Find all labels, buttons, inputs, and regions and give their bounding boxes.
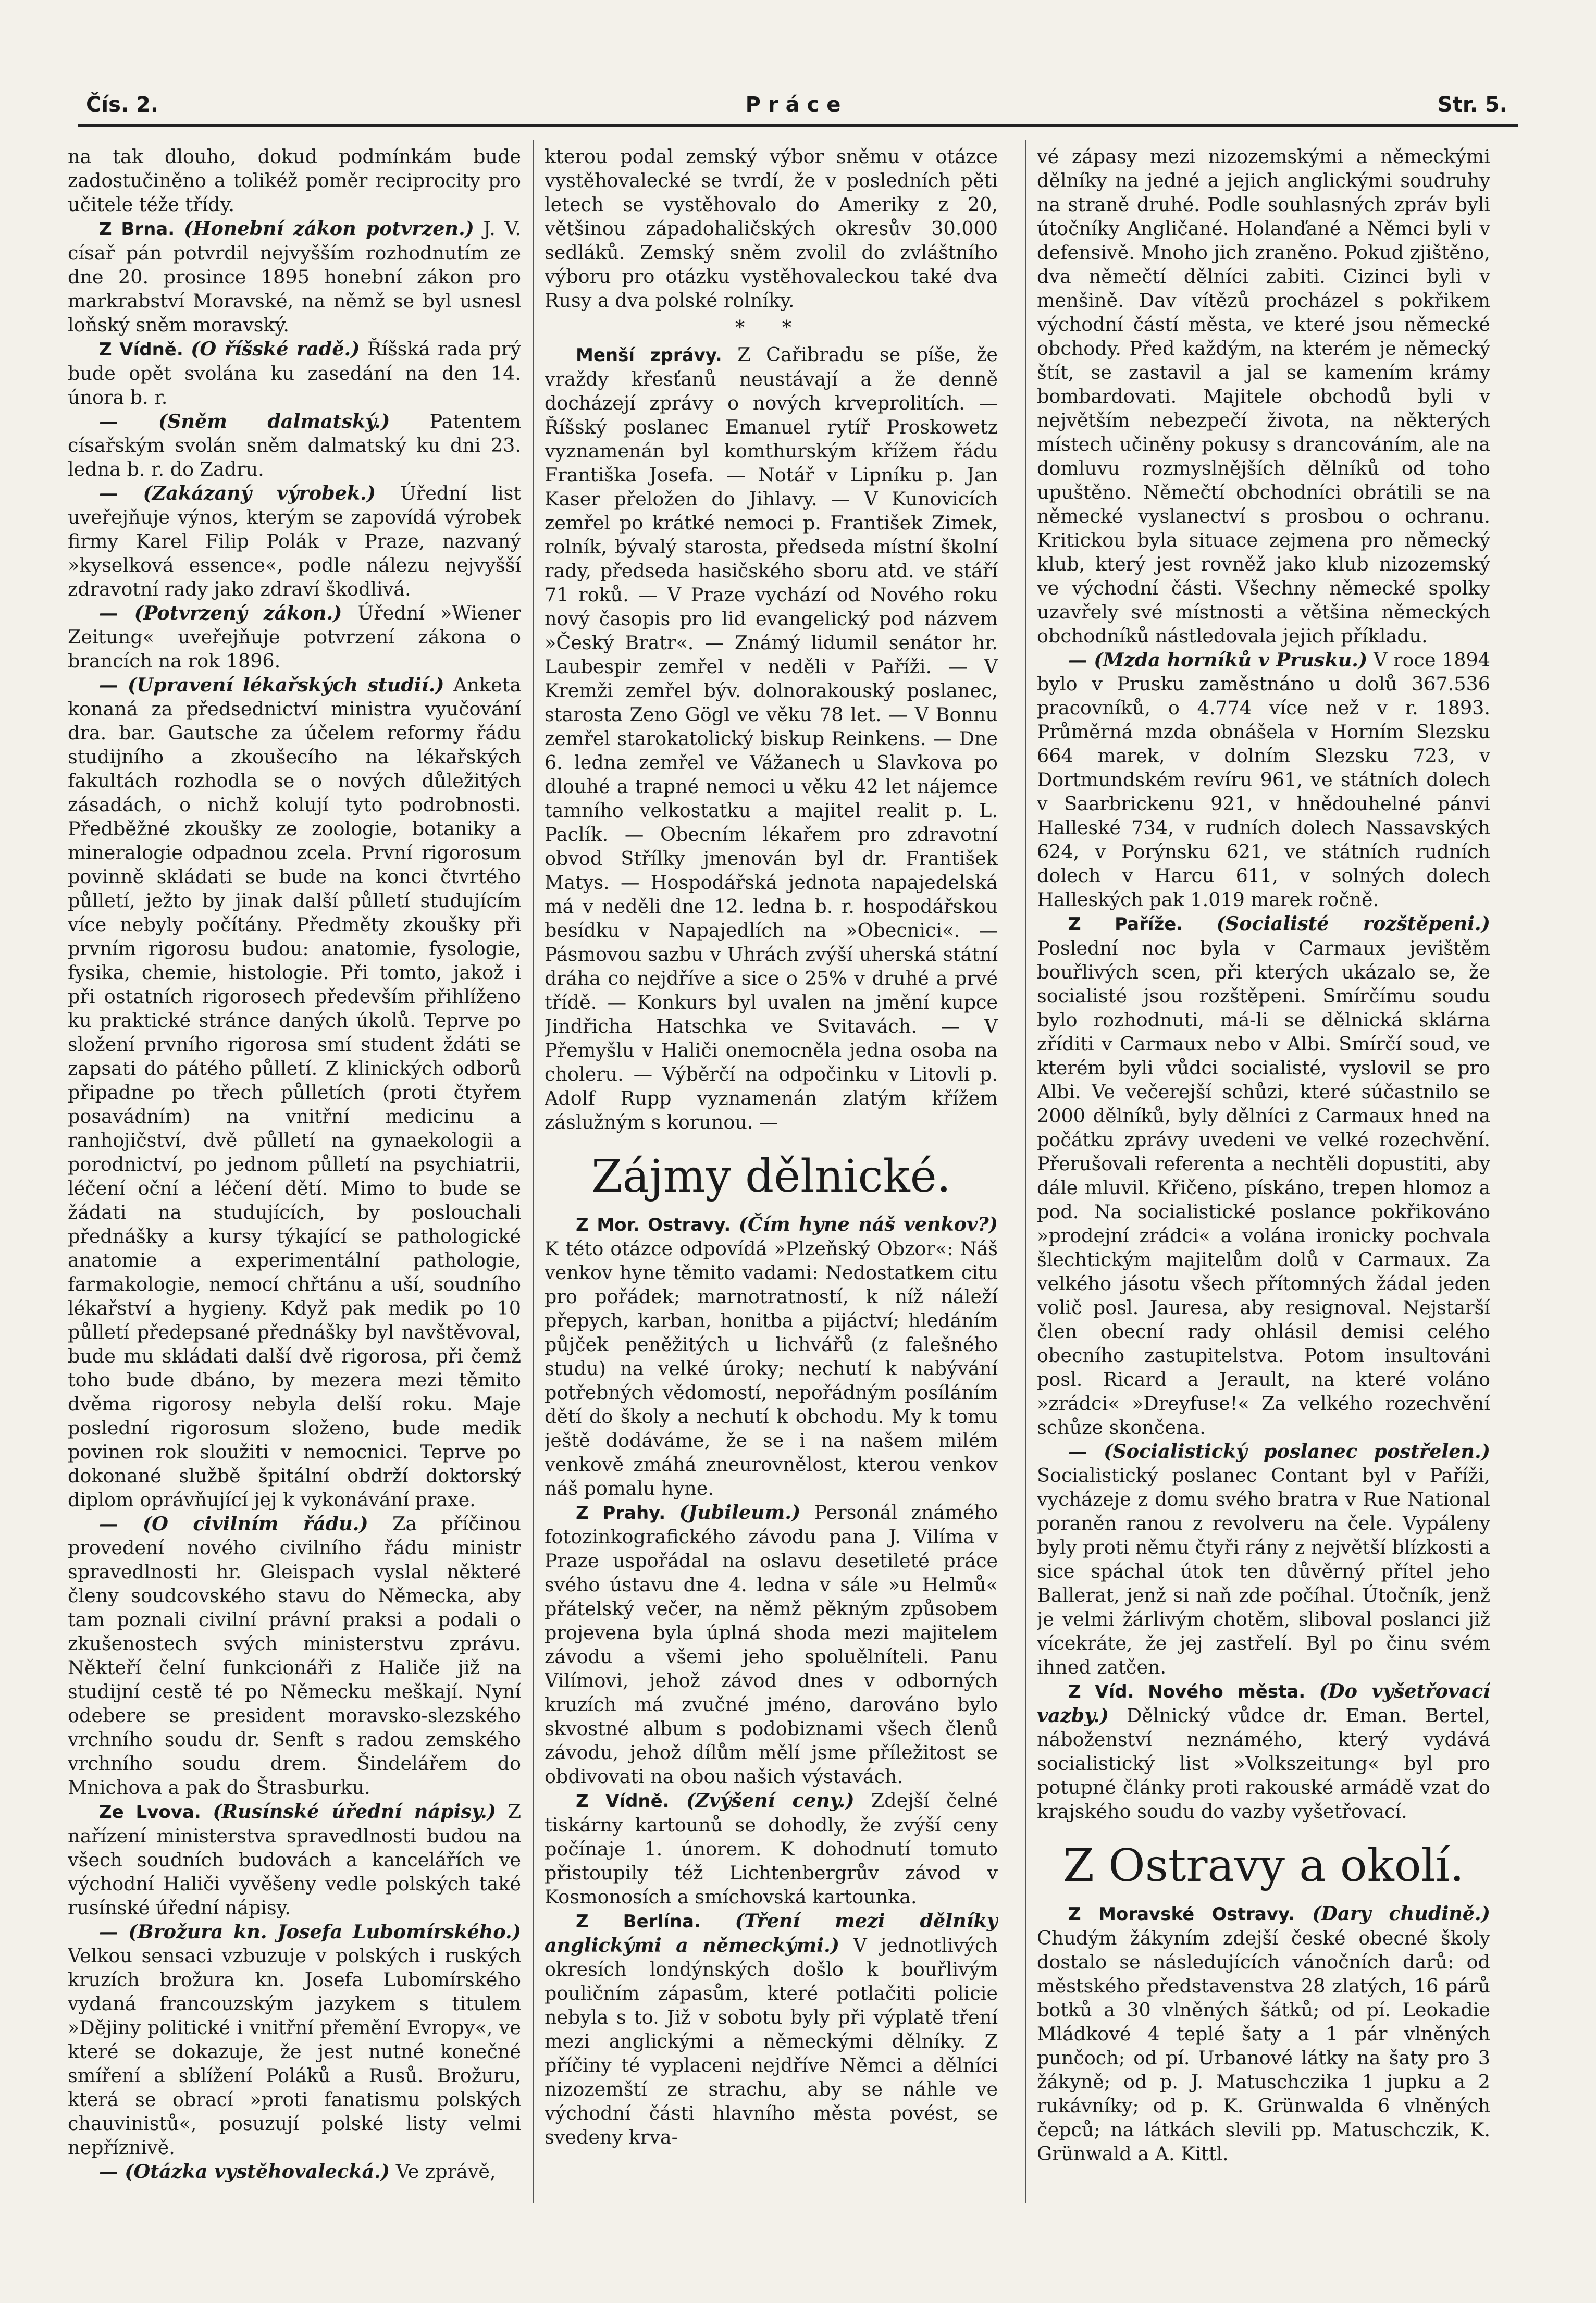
article-subtitle: (Rusínské úřední nápisy.): [213, 1800, 496, 1823]
article-text: Z nařízení ministerstva spravedlnosti budou na všech soudních budovách a kancelářích ve východní Haliči vyvěšeny vedle polských také rusínské úřední nápisy.: [68, 1800, 521, 1919]
article-subtitle: (Do vyšetřovací vazby.): [1037, 1680, 1490, 1727]
column-divider: [533, 140, 534, 2203]
article-text: Úřední »Wiener Zeitung« uveřejňuje potvrzení zákona o brancích na rok 1896.: [68, 602, 521, 672]
article-subtitle: — (Sněm dalmatský.): [99, 410, 390, 432]
dateline: Z Berlína.: [576, 1911, 701, 1932]
article-paragraph: [68, 145, 521, 217]
dateline: Ze Lvova.: [99, 1802, 201, 1823]
column-1: [68, 145, 521, 2250]
article-text: na tak dlouho, dokud podmínkám bude zadostučiněno a tolikéž poměr reciprocity pro učitele téže třídy.: [68, 145, 521, 216]
article-text: Chudým žákyním zdejší české obecné školy dostalo se následujících vánočních darů: od městského představenstva 28 zlatých, 16 párů botků a 30 vlněných šátků; od pí. Leokadie Mládkové 4 teplé šaty a 1 pár vlněných punčoch; od pí. Urbanové látky na šaty pro 3 žákyně; od p. J. Matuschczika 1 jupku a 2 rukávníky; od p. K. Grünwalda 6 vlněných čepců; na látkách slevili pp. Matuschczik, K. Grünwald a A. Kittl.: [1037, 1927, 1490, 2165]
article-subtitle: (Honební zákon potvrzen.): [183, 217, 474, 240]
article-subtitle: — (Mzda horníků v Prusku.): [1068, 649, 1368, 671]
masthead-title: Práce: [745, 93, 848, 117]
article-subtitle: (Zvýšení ceny.): [686, 1789, 855, 1812]
article-paragraph: [545, 1501, 998, 1789]
article-paragraph: [68, 673, 521, 1512]
article-paragraph: [545, 145, 998, 313]
article-text: Socialistický poslanec Contant byl v Paříži, vycházeje z domu svého bratra v Rue National poraněn ranou z revolveru na čele. Vypáleny byly proti němu čtyři rány z největší blízkosti a sice spáchal útok ten důvěrný přítel jeho Ballerat, jenž si naň zde počíhal. Útočník, jenž je velmi žárlivým chotěm, sliboval poslanci již vícekráte, že jej zastřelí. Byl po činu svém ihned zatčen.: [1037, 1464, 1490, 1678]
article-paragraph: [68, 337, 521, 410]
article-paragraph: [68, 2160, 521, 2184]
article-text: Z Cařibradu se píše, že vraždy křesťanů neustávají a že denně docházejí zprávy o nových krveprolitích. — Říšský poslanec Emanuel rytíř Proskowetz vyznamenán byl komthurským křížem řádu Františka Josefa. — Notář v Lipníku p. Jan Kaser přeložen do Jihlavy. — V Kunovicích zemřel po krátké nemoci p. František Zimek, rolník, bývalý starosta, předseda místní školní rady, předseda hasičského sboru atd. ve stáří 71 roků. — V Praze vychází od Nového roku nový časopis pro lid evangelický pod názvem »Český Bratr«. — Známý lidumil senátor hr. Laubespir zemřel v neděli v Paříži. — V Kremži zemřel býv. dolnorakouský poslanec, starosta Zeno Gögl ve věku 78 let. — V Bonnu zemřel starokatolický biskup Reinkens. — Dne 6. ledna zemřel ve Vážanech u Slavkova po dlouhé a trapné nemoci u věku 42 let nájemce tamního velkostatku a majitel realit p. L. Paclík. — Obecním lékařem pro zdravotní obvod Střílky jmenován byl dr. František Matys. — Hospodářská jednota napajedelská má v neděli dne 12. ledna b. r. hospodářskou besídku v Napajedlích na »Obecnici«. — Pásmovou sazbu v Uhrách zvýší uherská státní dráha co nejdříve a sice o 25% v druhé a prvé třídě. — Konkurs byl uvalen na jmění kupce Jindřicha Hatschka ve Svitavách. — V Přemyšlu v Haliči onemocněla jedna osoba na choleru. — Výběrčí na odpočinku v Litovli p. Adolf Rupp vyznamenán zlatým křížem záslužným s korunou. —: [545, 343, 998, 1133]
article-paragraph: [68, 217, 521, 337]
dateline: Z Paříže.: [1068, 914, 1183, 935]
article-paragraph: [68, 481, 521, 601]
article-text: Za příčinou provedení nového civilního řádu ministr spravedlnosti hr. Gleispach vyslal některé členy soudcovského stavu do Německa, aby tam poznali civilní právní praksi a podali o zkušenostech svých ministerstvu zprávu. Někteří čelní funkcionáři z Haliče již na studijní cestě té po Německu meškají. Nyní odebere se president moravsko-slezského vrchního soudu dr. Senft s radou zemského vrchního soudu drem. Šindelářem do Mnichova a pak do Štrasburku.: [68, 1513, 521, 1799]
article-paragraph: [68, 1920, 521, 2160]
dateline: Menší zprávy.: [576, 345, 722, 366]
article-text: kterou podal zemský výbor sněmu v otázce vystěhovalecké se tvrdí, že v posledních pěti letech se vystěhovalo do Ameriky z 20, většinou západohaličských okresův 30.000 sedláků. Zemský sněm zvolil do zvláštního výboru pro otázku vystěhovaleckou také dva Rusy a dva polské rolníky.: [545, 145, 998, 312]
article-paragraph: [1037, 145, 1490, 648]
dateline: Z Prahy.: [576, 1503, 666, 1524]
article-text: Úřední list uveřejňuje výnos, kterým se zapovídá výrobek firmy Karel Filip Polák v Praze, nazvaný »kyselková essence«, podle nálezu nejvyšší zdravotní rady jako zdraví škodlivá.: [68, 482, 521, 600]
article-text: K této otázce odpovídá »Plzeňský Obzor«: Náš venkov hyne těmito vadami: Nedostatkem citu pro pořádek; marnotratností, k níž náleží přepych, karban, honitba a pijáctví; hledáním půjček peněžitých u lichvářů (z falešného studu) na velké úroky; nechutí k nabývání potřebných vědomostí, nepořádným posíláním dětí do školy a nechutí k obchodu. My k tomu ještě dodáváme, že se i na našem milém venkově zmáhá zneurovnělost, kterou venkov náš pomalu hyne.: [545, 1237, 998, 1500]
article-text: V jednotlivých okresích londýnských došlo k bouřlivým pouličním zápasům, které potlačiti policie nebyla s to. Již v sobotu byly při výplatě tření mezi anglickými a německými dělníky. Z příčiny té vyplaceni nejdříve Němci a dělníci nizozemští ze strachu, aby se náhle ve východní části hlavního města povést, se svedeny krva-: [545, 1934, 998, 2148]
article-paragraph: [68, 601, 521, 673]
article-paragraph: [1037, 648, 1490, 912]
article-text: V roce 1894 bylo v Prusku zaměstnáno u dolů 367.536 pracovníků, o 4.774 více než v r. 1893. Průměrná mzda obnášela v Horním Slezsku 664 marek, v dolním Slezsku 723, v Dortmundském revíru 961, ve státních dolech v Saarbrickenu 921, v hnědouhelné pánvi Halleské 734, v rudních dolech Nassavských 624, v Porýnsku 621, ve státních rudních dolech v Harcu 611, v solných dolech Halleských pak 1.019 marek ročně.: [1037, 649, 1490, 911]
article-paragraph: [68, 410, 521, 481]
dateline: Z Vídně.: [576, 1791, 670, 1812]
article-text: J. V. císař pán potvrdil nejvyšším rozhodnutím ze dne 20. prosince 1895 honební zákon pro markrabství Moravské, na němž se byl usnesl loňský sněm moravský.: [68, 217, 521, 336]
dateline: Z Moravské Ostravy.: [1068, 1904, 1295, 1925]
article-subtitle: (Socialisté rozštěpeni.): [1216, 912, 1490, 935]
issue-number: Čís. 2.: [86, 93, 159, 117]
article-paragraph: [1037, 1679, 1490, 1824]
article-text: Říšská rada prý bude opět svolána ku zasedání na den 14. února b. r.: [68, 338, 521, 408]
header-rule: [78, 124, 1518, 127]
article-paragraph: [545, 1212, 998, 1501]
article-paragraph: [1037, 912, 1490, 1440]
article-text: Poslední noc byla v Carmaux jevištěm bouřlivých scen, při kterých ukázalo se, že socialisté jsou rozštěpeni. Smírčímu soudu bylo rozhodnuti, má-li se dělnická sklárna zříditi v Carmaux nebo v Albi. Smírčí soud, ve kterém byli vůdci socialisté, vyslovil se pro Albi. Ve večerejší schůzi, které súčastnilo se 2000 dělníků, byly dělníci z Carmaux hned na počátku zprávy uvedeni ve velké rozechvění. Přerušovali referenta a nechtěli dopustiti, aby dále mluvil. Křičeno, pískáno, trepen hlomoz a pod. Na socialistické poslance pokřikováno »prodejní zrádci« a volána ironicky pochvala šlechtickým majitelům dolů v Carmaux. Za velkého jásotu všech přítomných žádal jeden volič posl. Jauresa, aby resignoval. Nejstarší člen obecní rady ohlásil demisi celého obecního zastupitelstva. Potom insultováni posl. Ricard a Jerault, na které voláno »zrádci« »Dreyfuse!« Za velkého rozechvění schůze skončena.: [1037, 937, 1490, 1439]
article-subtitle: — (Zakázaný výrobek.): [99, 482, 376, 504]
article-text: Dělnický vůdce dr. Eman. Bertel, náboženství neznámého, který vydává socialistický list »Volkszeitung« byl pro potupné články proti rakouské armádě vzat do krajského soudu do vazby vyšetřovací.: [1037, 1704, 1490, 1823]
article-text: Zdejší čelné tiskárny kartounů se dohodly, že zvýší ceny počínaje 1. únorem. K dohodnutí tomuto přistoupily též Lichtenbergrův závod v Kosmonosích a smíchovská kartounka.: [545, 1789, 998, 1908]
section-separator: * *: [735, 316, 808, 339]
article-paragraph: [68, 1512, 521, 1800]
article-text: vé zápasy mezi nizozemskými a německými dělníky na jedné a jejich anglickými soudruhy na straně druhé. Podle souhlasných zpráv byli útočníky Angličané. Holanďané a Němci byli v defensivě. Mnoho jich zraněno. Pokud zjištěno, dva němečtí dělníci zabiti. Cizinci byli v menšině. Dav vítězů procházel s pokřikem východní částí města, ve které jsou německé obchody. Před každým, na kterém je německý štít, se zastavil a jal se kamením krámy bombardovati. Majitele obchodů byli v největším nebezpečí života, na některých místech učiněny pokusy s drancováním, ale na domluvu rozmyslnějších dělníků od toho upuštěno. Němečtí obchodníci obrátili se na německé vyslanectví s prosbou o ochranu. Kritickou byla situace zejmena pro německý klub, který jest rovněž jako klub nizozemský ve východní části. Všechny německé spolky uzavřely své místnosti a většina německých obchodníků nástledovala jejich příkladu.: [1037, 145, 1490, 647]
article-subtitle: — (Upravení lékařských studií.): [99, 674, 444, 696]
article-text: Ve zprávě,: [395, 2160, 496, 2183]
column-divider: [1025, 140, 1026, 2203]
article-paragraph: [1037, 1440, 1490, 1679]
article-paragraph: [545, 1789, 998, 1909]
article-subtitle: (Čím hyne náš venkov?): [738, 1213, 998, 1235]
article-paragraph: [68, 1800, 521, 1920]
article-text: Anketa konaná za předsednictví ministra vyučování dra. bar. Gautsche za účelem reformy řádu studijního a zkoušecího na lékařských fakultách rozhodla se o nových důležitých zásadách, o nichž kolují tyto podrobnosti. Předběžné zkoušky ze zoologie, botaniky a mineralogie odpadnou zcela. První rigorosum povinně skládati se bude na konci čtvrtého půlletí, ježto by jinak další půlletí studujícím více nebyly počítány. Předměty zkoušky při prvním rigorosu budou: anatomie, fysologie, fysika, chemie, histologie. Při tomto, jakož i při ostatních rigorosech především přihlíženo ku praktické stránce daných úkolů. Teprve po složení prvního rigorosa smí student ždáti se zapsati do pátého půlletí. Z klinických odborů připadne po třech půlletích (proti čtyřem posavádním) na vnitřní medicinu a ranhojičství, dvě půlletí na gynaekologii a porodnictví, po jednom půlletí na psychiatrii, léčení oční a léčení dětí. Mimo to bude se žádati na studujících, by poslouchali přednášky a kursy týkající se pathologické anatomie a experimentální pathologie, farmakologie, nemocí chřtánu a uší, soudního lékařství a hygieny. Když pak medik po 10 půlletí předepsané přednášky byl navštěvoval, bude mu skládati další dvě rigorosa, při čemž toho bude dbáno, by mezera mezi těmito dvěma rigorosy nebyla delší roku. Maje poslední rigorosum složeno, bude medik povinen rok sloužiti v nemocnici. Teprve po dokonané službě špitální obdrží doktorský diplom oprávňující jej k vykonávání praxe.: [68, 674, 521, 1511]
article-text: Patentem císařským svolán sněm dalmatský ku dni 23. ledna b. r. do Zadru.: [68, 410, 521, 480]
article-subtitle: (Tření mezi dělníky anglickými a německými.): [545, 1910, 998, 1957]
article-subtitle: — (Brožura kn. Josefa Lubomírského.): [99, 1921, 521, 1943]
page-header: [86, 88, 1507, 124]
column-3: [1037, 145, 1490, 2250]
article-subtitle: — (Potvrzený zákon.): [99, 602, 342, 624]
article-paragraph: [545, 343, 998, 1134]
article-subtitle: (O říšské radě.): [191, 338, 360, 360]
dateline: Z Víd. Nového města.: [1068, 1681, 1306, 1702]
article-subtitle: — (O civilním řádu.): [99, 1513, 368, 1535]
dateline: Z Vídně.: [99, 339, 183, 360]
article-paragraph: [545, 1909, 998, 2149]
page-number: Str. 5.: [1437, 93, 1507, 117]
section-heading: Z Ostravy a okolí.: [1063, 1840, 1464, 1892]
article-subtitle: (Jubileum.): [679, 1501, 801, 1524]
article-subtitle: — (Otázka vystěhovalecká.): [99, 2160, 390, 2183]
article-text: Personál známého fotozinkografického závodu pana J. Vilíma v Praze uspořádal na oslavu desetileté práce svého ústavu dne 4. ledna v sále »u Helmů« přátelský večer, na němž pěkným způsobem projevena byla úplná shoda mezi majitelem závodu a všemi jeho spoluělníteli. Panu Vilímovi, jehož závod dnes v odborných kruzích má zvučné jméno, darováno bylo skvostné album s podobiznami všech členů závodu, jehož dílům mělí jsme příležitost se obdivovati na obou našich výstavách.: [545, 1501, 998, 1788]
dateline: Z Brna.: [99, 219, 175, 240]
article-text: Velkou sensaci vzbuzuje v polských i ruských kruzích brožura kn. Josefa Lubomírského vydaná francouzským jazykem s titulem »Dějiny politické i vnitřní přemění Evropy«, ve které se dokazuje, že jest nutné konečné smíření a sblížení Poláků a Rusů. Brožuru, která se obrací »proti fanatismu polských chauvinistů«, posuzují polské listy velmi nepříznivě.: [68, 1945, 521, 2159]
article-subtitle: (Dary chudině.): [1312, 1902, 1490, 1925]
column-2: [545, 145, 998, 2250]
dateline: Z Mor. Ostravy.: [576, 1215, 731, 1235]
article-subtitle: — (Socialistický poslanec postřelen.): [1068, 1440, 1490, 1463]
article-paragraph: [1037, 1902, 1490, 2166]
section-heading: Zájmy dělnické.: [591, 1150, 951, 1203]
